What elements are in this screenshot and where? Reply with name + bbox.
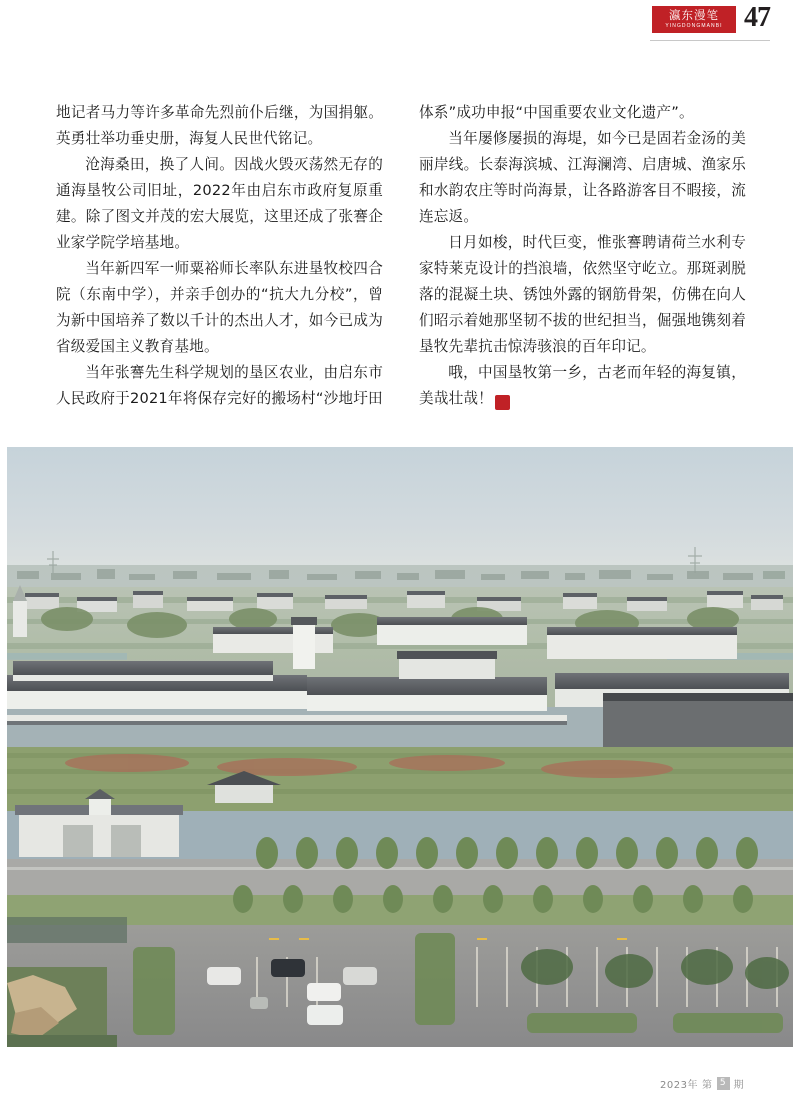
column-left: [56, 100, 383, 412]
paragraph: 地记者马力等许多革命先烈前仆后继，为国捐躯。英勇壮举功垂史册，海复人民世代铭记。: [56, 104, 383, 147]
section-badge: [652, 6, 736, 33]
paragraph: 当年张謇先生科学规划的垦区农业，由启东市人民政府于2021年将保存完好的搬场村“沙地圩田: [56, 364, 383, 407]
page-number: 47: [744, 2, 770, 33]
header-divider: [650, 40, 770, 41]
paragraph: 当年屡修屡损的海堤，如今已是固若金汤的美丽岸线。长泰海滨城、江海澜湾、启唐城、渔家乐和水韵农庄等时尚海景，让各路游客目不暇接，流连忘返。: [419, 130, 746, 225]
footer-year: 2023年: [660, 1080, 698, 1091]
paragraph: 当年新四军一师粟裕师长率队东进垦牧校四合院（东南中学），并亲手创办的“抗大九分校”，曾为新中国培养了数以千计的杰出人才，如今已成为省级爱国主义教育基地。: [56, 260, 383, 355]
paragraph: 体系”成功申报“中国重要农业文化遗产”。: [419, 104, 694, 121]
page-header: [0, 0, 800, 46]
section-badge-label-en: YINGDONGMANBI: [665, 22, 723, 29]
paragraph: 日月如梭，时代巨变，惟张謇聘请荷兰水利专家特莱克设计的挡浪墙，依然坚守屹立。那斑剥脱落的混凝土块、锈蚀外露的钢筋骨架，仿佛在向人们昭示着她那坚韧不拔的世纪担当，倔强地镌刻着垦牧先辈抗击惊涛骇浪的百年印记。: [419, 234, 746, 355]
footer-issue-number: 5: [717, 1077, 730, 1090]
column-right: [419, 100, 746, 412]
footer-issue-info: [660, 1076, 744, 1091]
page-footer: [0, 1070, 800, 1098]
footer-issue-suffix: 期: [733, 1080, 744, 1091]
footer-issue-prefix: 第: [702, 1080, 713, 1091]
end-seal-icon: 印: [495, 395, 510, 410]
paragraph: [419, 360, 746, 412]
article-body: [56, 100, 746, 412]
section-badge-label-cn: 瀛东漫笔: [669, 8, 719, 23]
paragraph-text: 哦，中国垦牧第一乡，古老而年轻的海复镇，美哉壮哉！: [419, 364, 746, 407]
paragraph: 沧海桑田，换了人间。因战火毁灭荡然无存的通海垦牧公司旧址，2022年由启东市政府复原重建。除了图文并茂的宏大展览，这里还成了张謇企业家学院学培基地。: [56, 156, 383, 251]
aerial-photo-image: [7, 447, 793, 1047]
aerial-photo: [7, 447, 793, 1047]
